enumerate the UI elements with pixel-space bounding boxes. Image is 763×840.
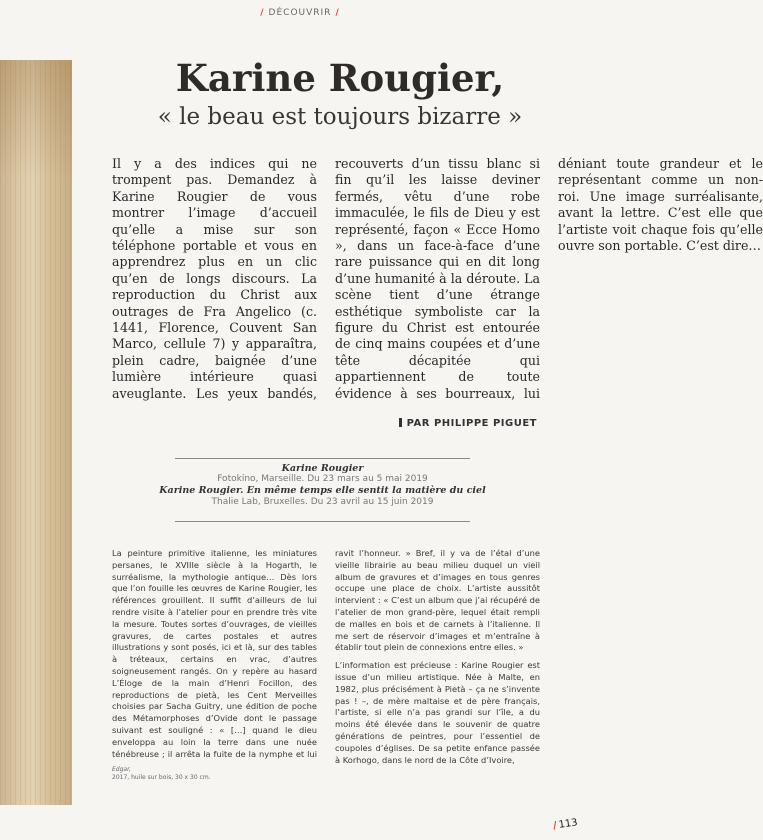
body-paragraph: L’information est précieuse : Karine Rougier est issue d’un milieu artistique. Née à Malte, en 1982, plus précisément à Pietà – ça ne s’invente pas ! –, de mère maltaise et de père français, l’artiste, si elle n’a pas grandi sur l’île, a du moins été élevée dans le souvenir de quatre générations de peintres, pour l’essentiel de coupoles d’églises. De sa petite enfance passée à Korhogo, dans le nord de la Côte d’Ivoire, [335,660,540,765]
page-number: /113 [552,817,579,832]
caption-details: 2017, huile sur bois, 30 x 30 cm. [112,774,211,781]
byline [300,418,537,429]
section-tag: / DÉCOUVRIR / [260,8,340,18]
caption-title: Edgar, [112,766,131,773]
byline-text: PAR PHILIPPE PIGUET [406,418,537,429]
lead-paragraph [112,156,763,416]
article-title: Karine Rougier, [175,56,505,100]
exhibition-title-2: Karine Rougier. En même temps elle sentit la matière du ciel [159,485,486,497]
exhibition-details-1: Fotokino, Marseille. Du 23 mars au 5 mai 2019 [217,474,428,485]
image-caption [112,766,312,782]
exhibition-title-1: Karine Rougier [281,463,364,474]
divider-top [175,458,470,459]
wood-panel-photo [0,60,72,805]
lead-text: Il y a des indices qui ne trompent pas. Demandez à Karine Rougier de vous montrer l’image d’accueil qu’elle a mise sur son téléphone portable et vous en apprendrez plus en un clic qu’en de longs discours. La reproduction du Christ aux outrages de Fra Angelico (c. 1441, Florence, Couvent San Marco, cellule 7) y apparaîtra, plein cadre, baignée d’une lumière intérieure quasi aveuglante. Les yeux bandés, recouverts d’un tissu blanc si fin qu’il les laisse deviner fermés, vêtu d’une robe immaculée, le fils de Dieu y est représenté, façon « Ecce Homo », dans un face-à-face d’une rare puissance qui en dit long d’une humanité à la déroute. La scène tient d’une étrange esthétique symboliste car la figure du Christ est entourée de cinq mains coupées et d’une tête décapitée qui appartiennent de toute évidence à ses bourreaux, lui déniant toute grandeur et le représentant comme un non-roi. Une image surréalisante, avant la lettre. C’est elle que l’artiste voit chaque fois qu’elle ouvre son portable. C’est dire… [112,156,763,401]
exhibition-info [150,463,495,508]
section-label: DÉCOUVRIR [268,8,332,18]
article-subtitle: « le beau est toujours bizarre » [157,104,523,130]
divider-bottom [175,521,470,522]
exhibition-details-2: Thalie Lab, Bruxelles. Du 23 avril au 15 juin 2019 [211,496,434,507]
body-paragraph: La peinture primitive italienne, les miniatures persanes, le XVIIIe siècle à la Hogarth, le surréalisme, la mythologie antique… Dès lors que l’on fouille les œuvres de Karine Rougier, les références grouillent. Il suffit d’ailleurs de lui rendre visite à l’atelier pour en prendre très vite la mesure. Toutes sortes d’ouvrages, de vieilles gravures, de cartes postales et autres illustrations y sont posés, ici et là, sur des tables à tréteaux, certains en vrac, d’autres soigneusement rangés. On y repère au hasard L’Éloge de la main d’Henri Focillon, des reproductions de pietà, les Cent Merveilles choisies par Sacha Guitry, une édition de poche des Métamorphoses d’Ovide dont le passage suivant est souligné : « […] quand le dieu enveloppa au loin la terre dans une nuée ténébreuse ; il arrêta la fuite de la nymphe et lui ravit l’honneur. » Bref, il y va de l’étal d’une vieille librairie au beau milieu duquel un vieil album de gravures et d’images en tous genres occupe une place de choix. L’artiste aussitôt intervient : « C’est un album que j’ai récupéré de l’atelier de mon grand-père, lequel était rempli de malles en bois et de carnets à l’italienne. Il me sert de réservoir d’images et m’entraîne à établir tout plein de connexions entre elles. » [112,548,540,759]
